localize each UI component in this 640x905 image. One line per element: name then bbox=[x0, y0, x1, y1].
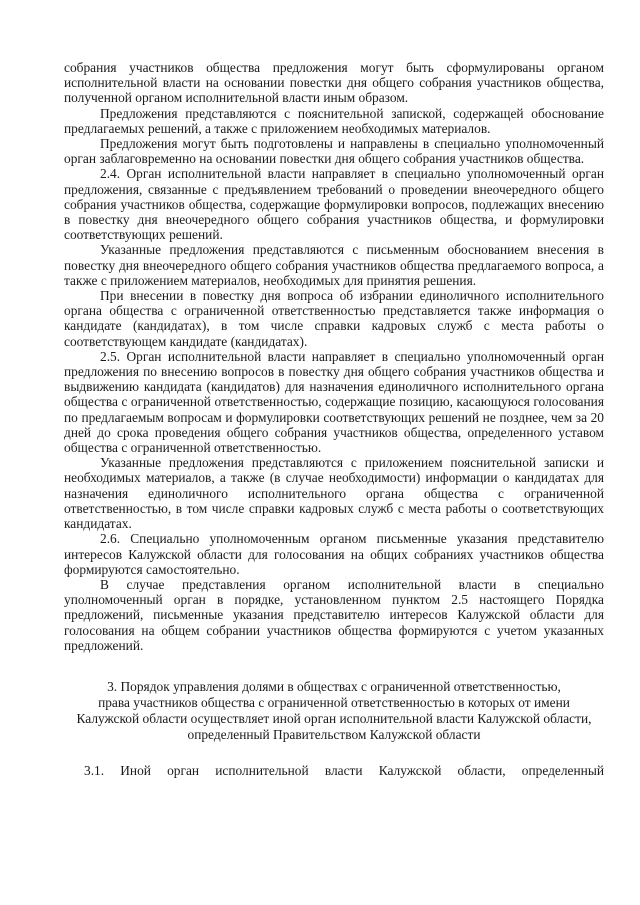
paragraph-2-4-justification: Указанные предложения представляются с письменным обоснованием внесения в повестку дня внеочередного общего собрания участников общества предлагаемого вопроса, а также с приложением материалов, необходимых для принятия решения. bbox=[64, 242, 604, 288]
document-page bbox=[64, 60, 604, 778]
section-heading-line: Калужской области осуществляет иной орган исполнительной власти Калужской области, bbox=[76, 710, 592, 726]
paragraph-2-4-election: При внесении в повестку дня вопроса об избрании единоличного исполнительного органа общества с ограниченной ответственностью представляется также информация о кандидате (кандидатах), в том числе справки кадровых служб с места работы о соответствующем кандидате (кандидатах). bbox=[64, 288, 604, 349]
paragraph-2-4: 2.4. Орган исполнительной власти направляет в специально уполномоченный орган предложения, связанные с предъявлением требований о проведении внеочередного общего собрания участников общества, содержащие формулировки вопросов, подлежащих внесению в повестку дня внеочередного общего собрания участников общества, и формулировки соответствующих решений. bbox=[64, 166, 604, 243]
section-heading-line: права участников общества с ограниченной ответственностью в которых от имени bbox=[98, 694, 570, 710]
section-heading-line: определенный Правительством Калужской области bbox=[187, 726, 481, 742]
section-heading-line: 3. Порядок управления долями в обществах с ограниченной ответственностью, bbox=[107, 678, 561, 694]
paragraph-3-1: 3.1. Иной орган исполнительной власти Калужской области, определенный bbox=[84, 762, 604, 778]
paragraph-2-6-case: В случае представления органом исполнительной власти в специально уполномоченный орган в порядке, установленном пунктом 2.5 настоящего Порядка предложений, письменные указания представителю интересов Калужской области для голосования на общем собрании участников общества формируются с учетом указанных предложений. bbox=[64, 576, 604, 653]
paragraph-prepared-in-advance: Предложения могут быть подготовлены и направлены в специально уполномоченный орган заблаговременно на основании повестки дня общего собрания участников общества. bbox=[64, 136, 604, 167]
paragraph-explanatory-note: Предложения представляются с пояснительной запиской, содержащей обоснование предлагаемых решений, а также с приложением необходимых материалов. bbox=[64, 105, 604, 136]
paragraph-2-5-materials: Указанные предложения представляются с приложением пояснительной записки и необходимых материалов, а также (в случае необходимости) информации о кандидатах для назначения единоличного исполнительного органа общества с ограниченной ответственностью, в том числе справки кадровых служб с места работы о соответствующих кандидатах. bbox=[64, 455, 604, 532]
paragraph-2-5: 2.5. Орган исполнительной власти направляет в специально уполномоченный орган предложения по внесению вопросов в повестку дня общего собрания участников общества и выдвижению кандидата (кандидатов) для назначения единоличного исполнительного органа общества с ограниченной ответственностью, содержащие позицию, касающуюся голосования по предлагаемым вопросам и формулировки соответствующих решений не позднее, чем за 20 дней до срока проведения общего собрания участников общества, определенного уставом общества с ограниченной ответственностью. bbox=[64, 348, 604, 456]
section-3-heading bbox=[64, 679, 604, 743]
paragraph-continuation: собрания участников общества предложения могут быть сформулированы органом исполнительной власти на основании повестки дня общего собрания участников общества, полученной органом исполнительной власти иным образом. bbox=[64, 60, 604, 106]
paragraph-2-6: 2.6. Специально уполномоченным органом письменные указания представителю интересов Калужской области для голосования на общих собраниях участников общества формируются самостоятельно. bbox=[64, 531, 604, 577]
